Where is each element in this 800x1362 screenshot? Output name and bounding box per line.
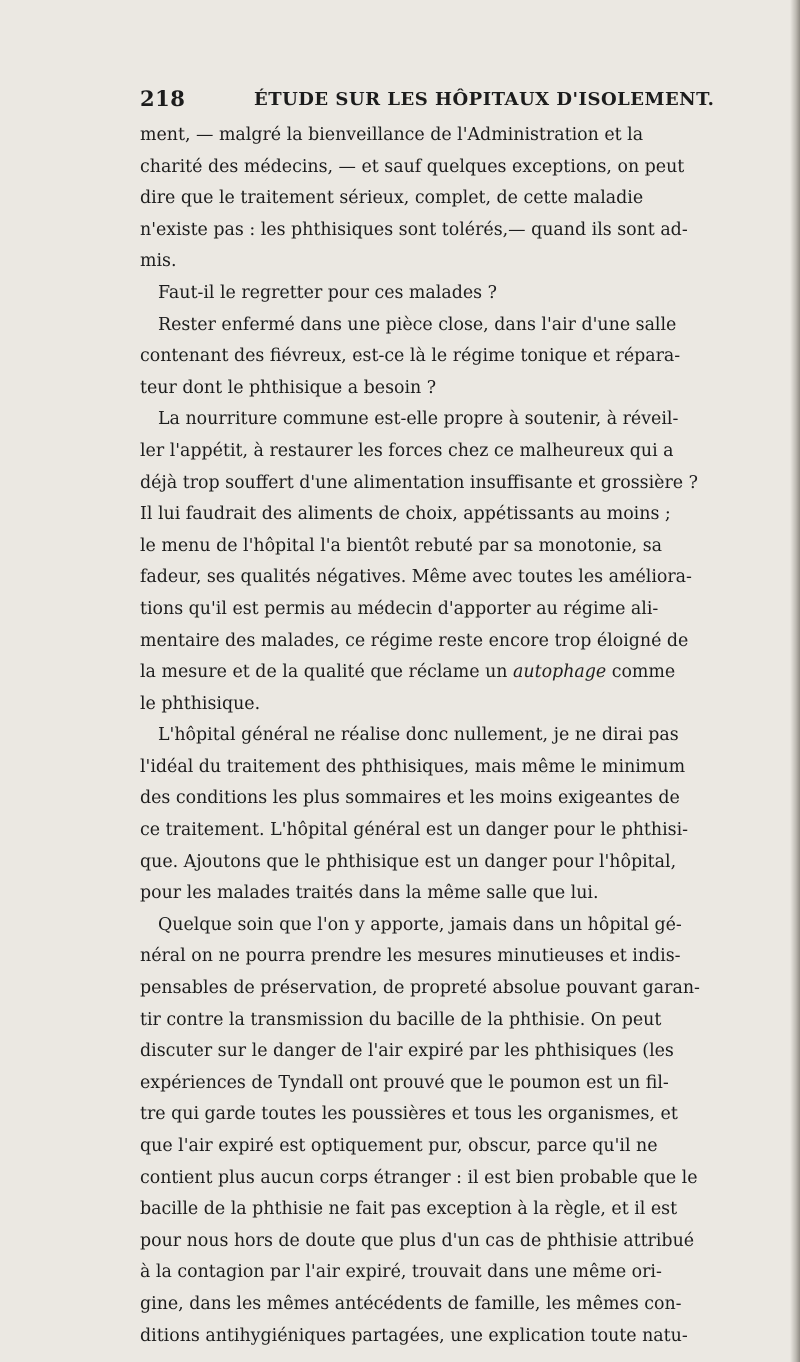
text-line: Quelque soin que l'on y apporte, jamais dans un hôpital gé-	[158, 914, 682, 935]
text-line: dire que le traitement sérieux, complet, de cette maladie	[140, 188, 644, 209]
page-number: 218	[140, 86, 186, 111]
text-line: ler l'appétit, à restaurer les forces chez ce malheureux qui a	[140, 440, 674, 461]
text-line: contient plus aucun corps étranger : il est bien probable que le	[140, 1167, 698, 1188]
italic-term: autophage	[513, 662, 607, 683]
running-title: ÉTUDE SUR LES HÔPITAUX D'ISOLEMENT.	[254, 89, 715, 110]
text-line: bacille de la phthisie ne fait pas exception à la règle, et il est	[140, 1199, 678, 1220]
text-line: pensables de préservation, de propreté absolue pouvant garan-	[140, 978, 700, 999]
text-line: que. Ajoutons que le phthisique est un danger pour l'hôpital,	[140, 851, 677, 872]
text-line: ment, — malgré la bienveillance de l'Administration et la	[140, 125, 644, 145]
text-line: tions qu'il est permis au médecin d'apporter au régime ali-	[140, 598, 659, 619]
text-line: mis.	[140, 251, 177, 272]
text-line: ditions antihygiéniques partagées, une explication toute natu-	[140, 1325, 688, 1346]
text-segment: la mesure et de la qualité que réclame un	[140, 662, 508, 683]
text-line: le phthisique.	[140, 693, 261, 714]
text-line: Faut-il le regretter pour ces malades ?	[158, 282, 497, 303]
text-line: que l'air expiré est optiquement pur, obscur, parce qu'il ne	[140, 1136, 658, 1156]
text-line: charité des médecins, — et sauf quelques exceptions, on peut	[140, 156, 685, 177]
text-line: expériences de Tyndall ont prouvé que le poumon est un fil-	[140, 1072, 669, 1093]
text-line: le menu de l'hôpital l'a bientôt rebuté par sa monotonie, sa	[140, 535, 662, 556]
text-line: ce traitement. L'hôpital général est un danger pour le phthisi-	[140, 820, 689, 841]
text-line: pour nous hors de doute que plus d'un cas de phthisie attribué	[140, 1230, 695, 1251]
text-line: Rester enfermé dans une pièce close, dans l'air d'une salle	[158, 314, 677, 335]
text-line: tir contre la transmission du bacille de la phthisie. On peut	[140, 1009, 662, 1030]
page-edge-shadow	[790, 0, 800, 1362]
text-line: gine, dans les mêmes antécédents de famille, les mêmes con-	[140, 1293, 682, 1314]
text-line: mentaire des malades, ce régime reste encore trop éloigné de	[140, 630, 689, 651]
text-line: déjà trop souffert d'une alimentation insuffisante et grossière ?	[140, 472, 698, 493]
text-line: contenant des fiévreux, est-ce là le régime tonique et répara-	[140, 346, 681, 367]
text-line: pour les malades traités dans la même salle que lui.	[140, 883, 599, 904]
text-line: n'existe pas : les phthisiques sont tolérés,— quand ils sont ad-	[140, 219, 688, 240]
text-line: l'idéal du traitement des phthisiques, mais même le minimum	[140, 756, 686, 777]
text-segment: comme	[611, 662, 676, 683]
text-line: La nourriture commune est-elle propre à soutenir, à réveil-	[158, 409, 679, 430]
text-line: teur dont le phthisique a besoin ?	[140, 377, 437, 398]
text-line: L'hôpital général ne réalise donc nullement, je ne dirai pas	[158, 725, 679, 746]
text-line-with-italic	[140, 657, 676, 689]
text-line: des conditions les plus sommaires et les moins exigeantes de	[140, 788, 680, 809]
text-line: fadeur, ses qualités négatives. Même avec toutes les améliora-	[140, 567, 692, 588]
page-header	[140, 86, 715, 114]
text-line: à la contagion par l'air expiré, trouvait dans une même ori-	[140, 1262, 662, 1283]
text-line: Il lui faudrait des aliments de choix, appétissants au moins ;	[140, 504, 671, 525]
body-text	[140, 120, 700, 1352]
text-line: discuter sur le danger de l'air expiré par les phthisiques (les	[140, 1041, 674, 1062]
text-line: néral on ne pourra prendre les mesures minutieuses et indis-	[140, 946, 681, 967]
text-line: tre qui garde toutes les poussières et tous les organismes, et	[140, 1104, 678, 1125]
